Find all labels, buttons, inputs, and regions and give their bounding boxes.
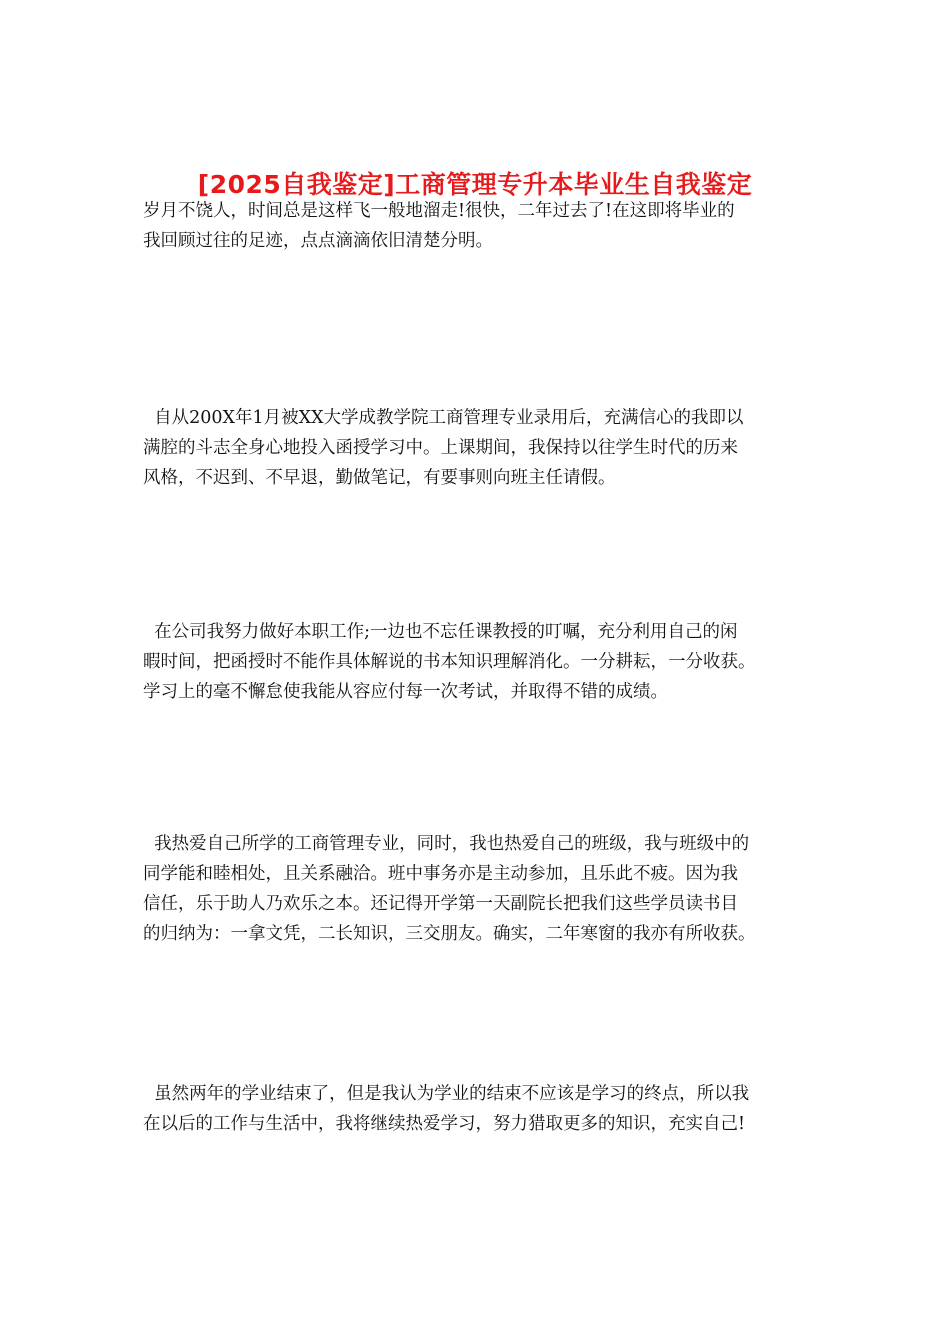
document-title: [2025自我鉴定]工商管理专升本毕业生自我鉴定 — [197, 169, 753, 199]
paragraph-1 — [143, 196, 808, 256]
paragraph-5 — [143, 1079, 808, 1139]
paragraph-line: 自从200X年1月被XX大学成教学院工商管理专业录用后，充满信心的我即以 — [143, 408, 744, 428]
paragraph-line: 学习上的毫不懈怠使我能从容应付每一次考试，并取得不错的成绩。 — [143, 682, 668, 702]
paragraph-line: 岁月不饶人，时间总是这样飞一般地溜走!很快，二年过去了!在这即将毕业的 — [143, 201, 735, 221]
paragraph-line: 我回顾过往的足迹，点点滴滴依旧清楚分明。 — [143, 231, 493, 251]
paragraph-line: 信任，乐于助人乃欢乐之本。还记得开学第一天副院长把我们这些学员读书目 — [143, 894, 738, 914]
paragraph-2 — [143, 403, 808, 493]
paragraph-3 — [143, 617, 808, 707]
paragraph-line: 风格，不迟到、不早退，勤做笔记，有要事则向班主任请假。 — [143, 468, 616, 488]
paragraph-line: 在以后的工作与生活中，我将继续热爱学习，努力猎取更多的知识，充实自己! — [143, 1114, 746, 1134]
paragraph-line: 暇时间，把函授时不能作具体解说的书本知识理解消化。一分耕耘，一分收获。 — [143, 652, 756, 672]
paragraph-4 — [143, 829, 808, 949]
paragraph-line: 的归纳为：一拿文凭，二长知识，三交朋友。确实，二年寒窗的我亦有所收获。 — [143, 924, 756, 944]
paragraph-line: 我热爱自己所学的工商管理专业，同时，我也热爱自己的班级，我与班级中的 — [143, 834, 750, 854]
paragraph-line: 同学能和睦相处，且关系融洽。班中事务亦是主动参加，且乐此不疲。因为我 — [143, 864, 738, 884]
paragraph-line: 虽然两年的学业结束了，但是我认为学业的结束不应该是学习的终点，所以我 — [143, 1084, 750, 1104]
paragraph-line: 满腔的斗志全身心地投入函授学习中。上课期间，我保持以往学生时代的历来 — [143, 438, 738, 458]
paragraph-line: 在公司我努力做好本职工作;一边也不忘任课教授的叮嘱，充分利用自己的闲 — [143, 622, 738, 642]
